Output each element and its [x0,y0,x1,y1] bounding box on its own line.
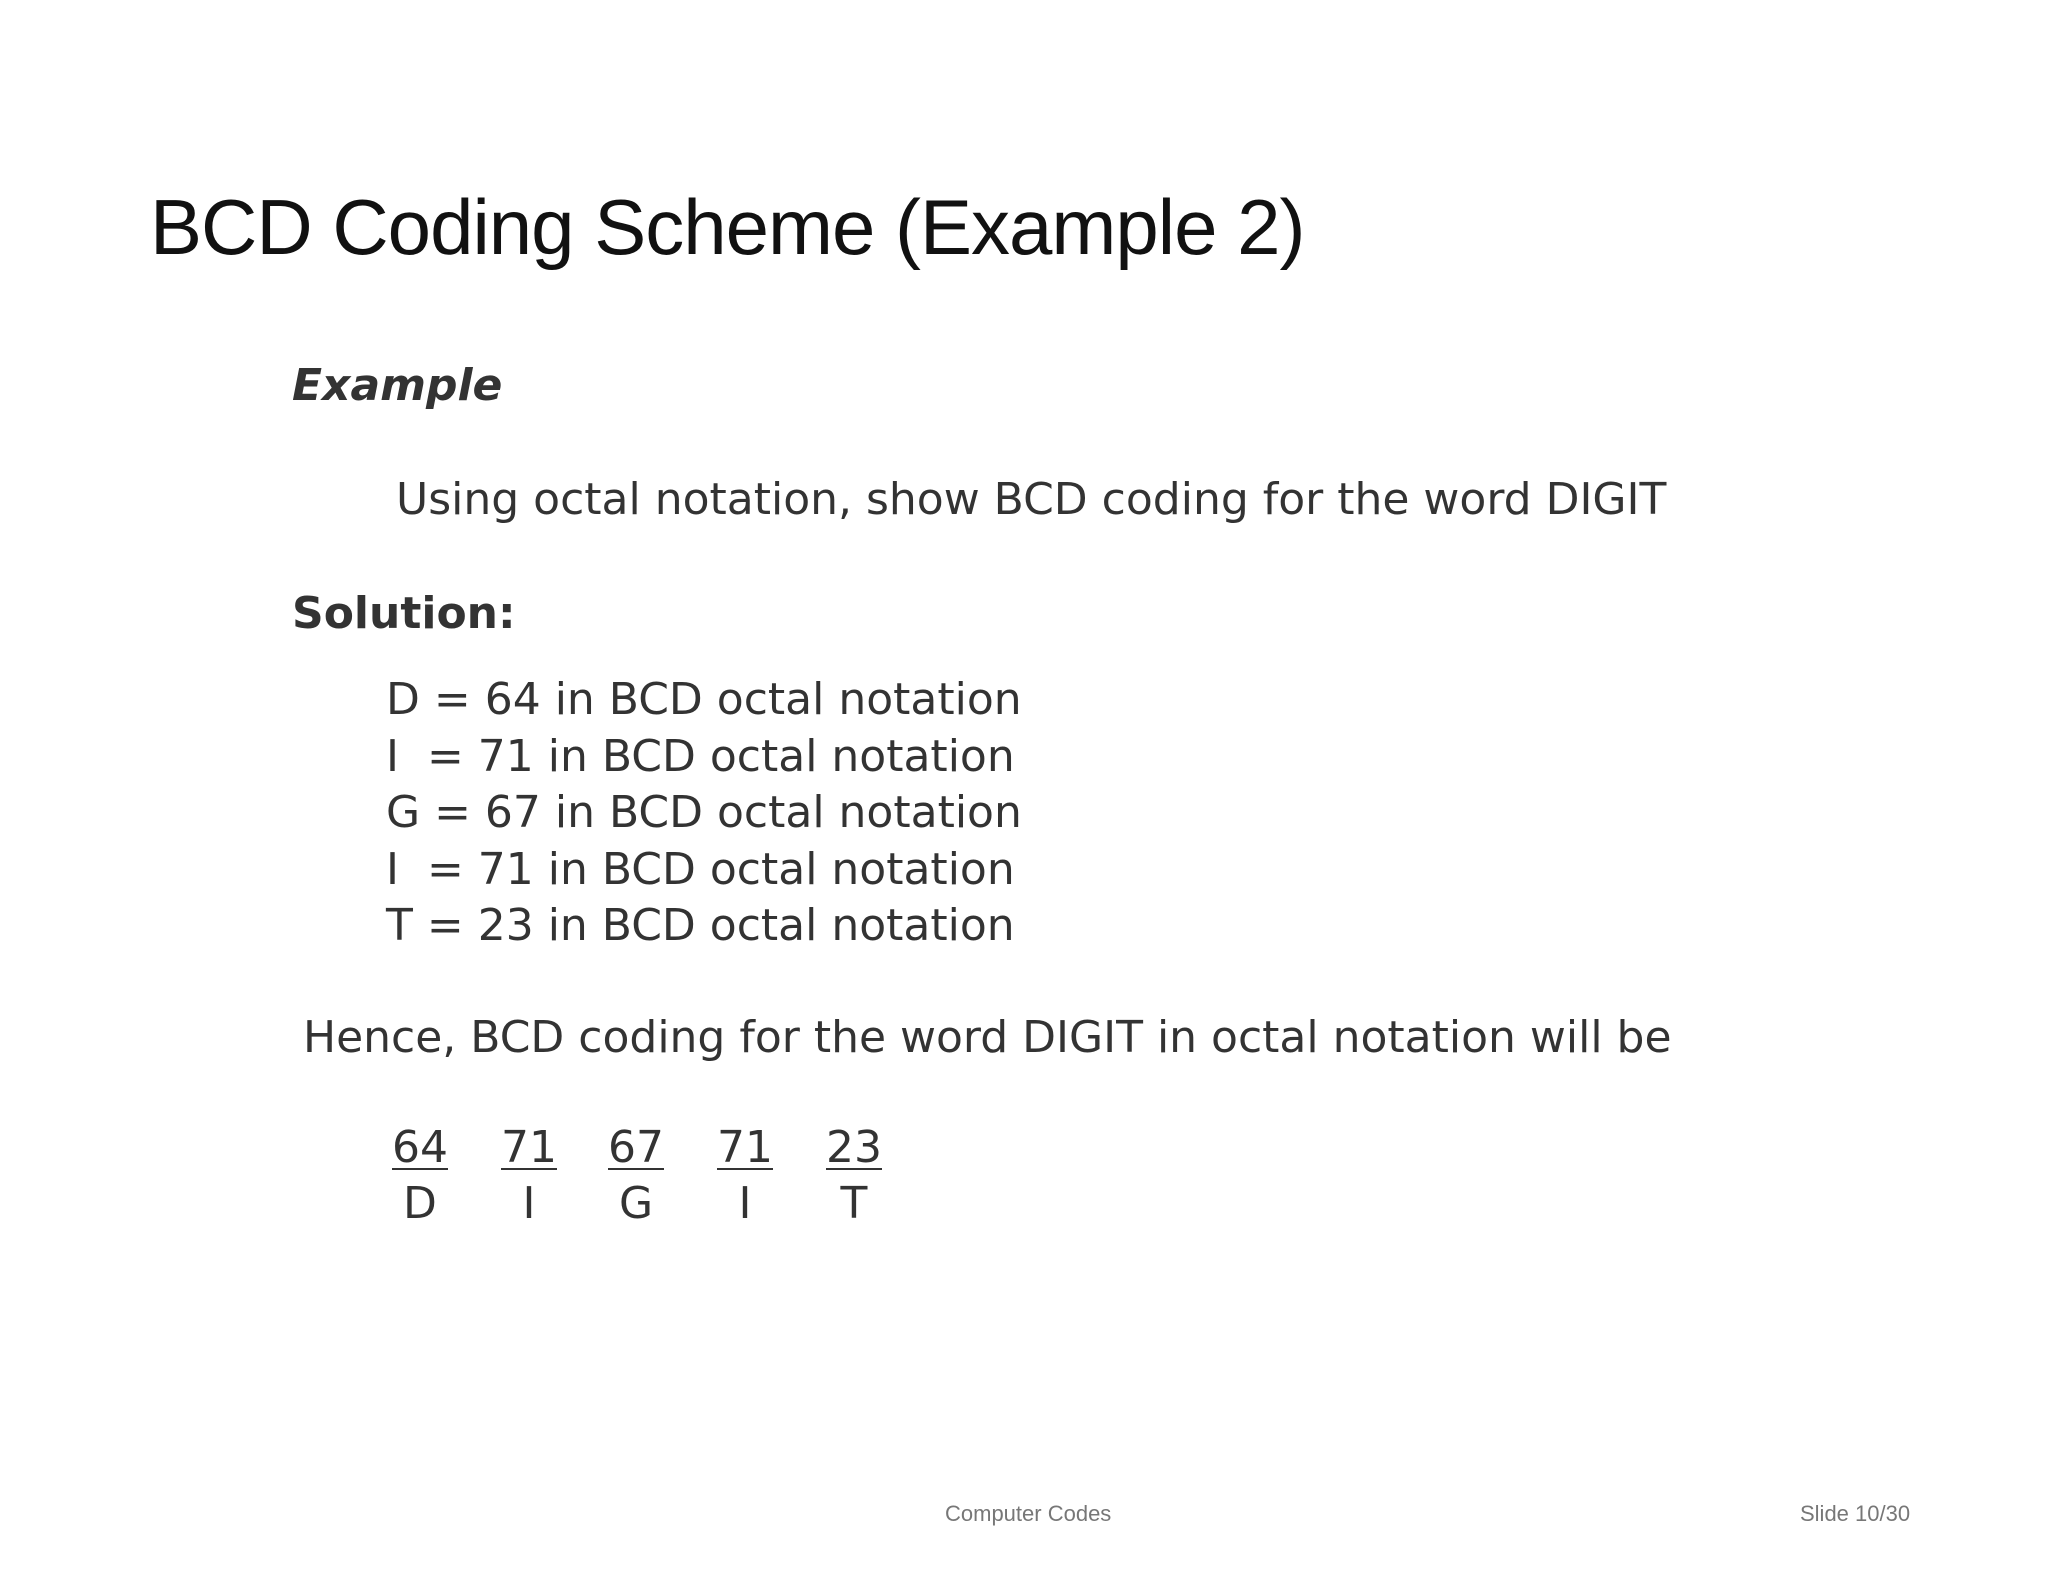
mapping-line: I = 71 in BCD octal notation [386,843,1015,895]
mapping-list [386,672,1022,955]
mapping-line: T = 23 in BCD octal notation [386,900,1015,951]
code-value: 64 [392,1122,448,1173]
mapping-line: G = 67 in BCD octal notation [386,787,1022,838]
code-letter: G [618,1178,654,1229]
code-letter: T [840,1178,868,1229]
mapping-line: I = 71 in BCD octal notation [386,730,1015,782]
example-heading: Example [292,360,503,411]
code-group-d [375,1120,465,1232]
code-value: 71 [717,1122,773,1173]
code-group-i [484,1120,574,1232]
mapping-line: D = 64 in BCD octal notation [386,674,1022,725]
code-letter: D [403,1178,437,1229]
code-group-i-2 [700,1120,790,1232]
code-group-g [591,1120,681,1232]
code-value: 71 [501,1122,557,1173]
code-letter: I [522,1178,536,1229]
slide-title: BCD Coding Scheme (Example 2) [150,183,1305,271]
code-letter: I [738,1178,752,1229]
solution-heading: Solution: [292,588,516,639]
example-question: Using octal notation, show BCD coding for the word DIGIT [396,474,1667,525]
code-group-t [809,1120,899,1232]
conclusion-text: Hence, BCD coding for the word DIGIT in octal notation will be [303,1012,1672,1063]
code-value: 67 [608,1122,664,1173]
footer-title: Computer Codes [945,1501,1112,1526]
slide-number: Slide 10/30 [1800,1501,1911,1526]
code-value: 23 [826,1122,882,1173]
